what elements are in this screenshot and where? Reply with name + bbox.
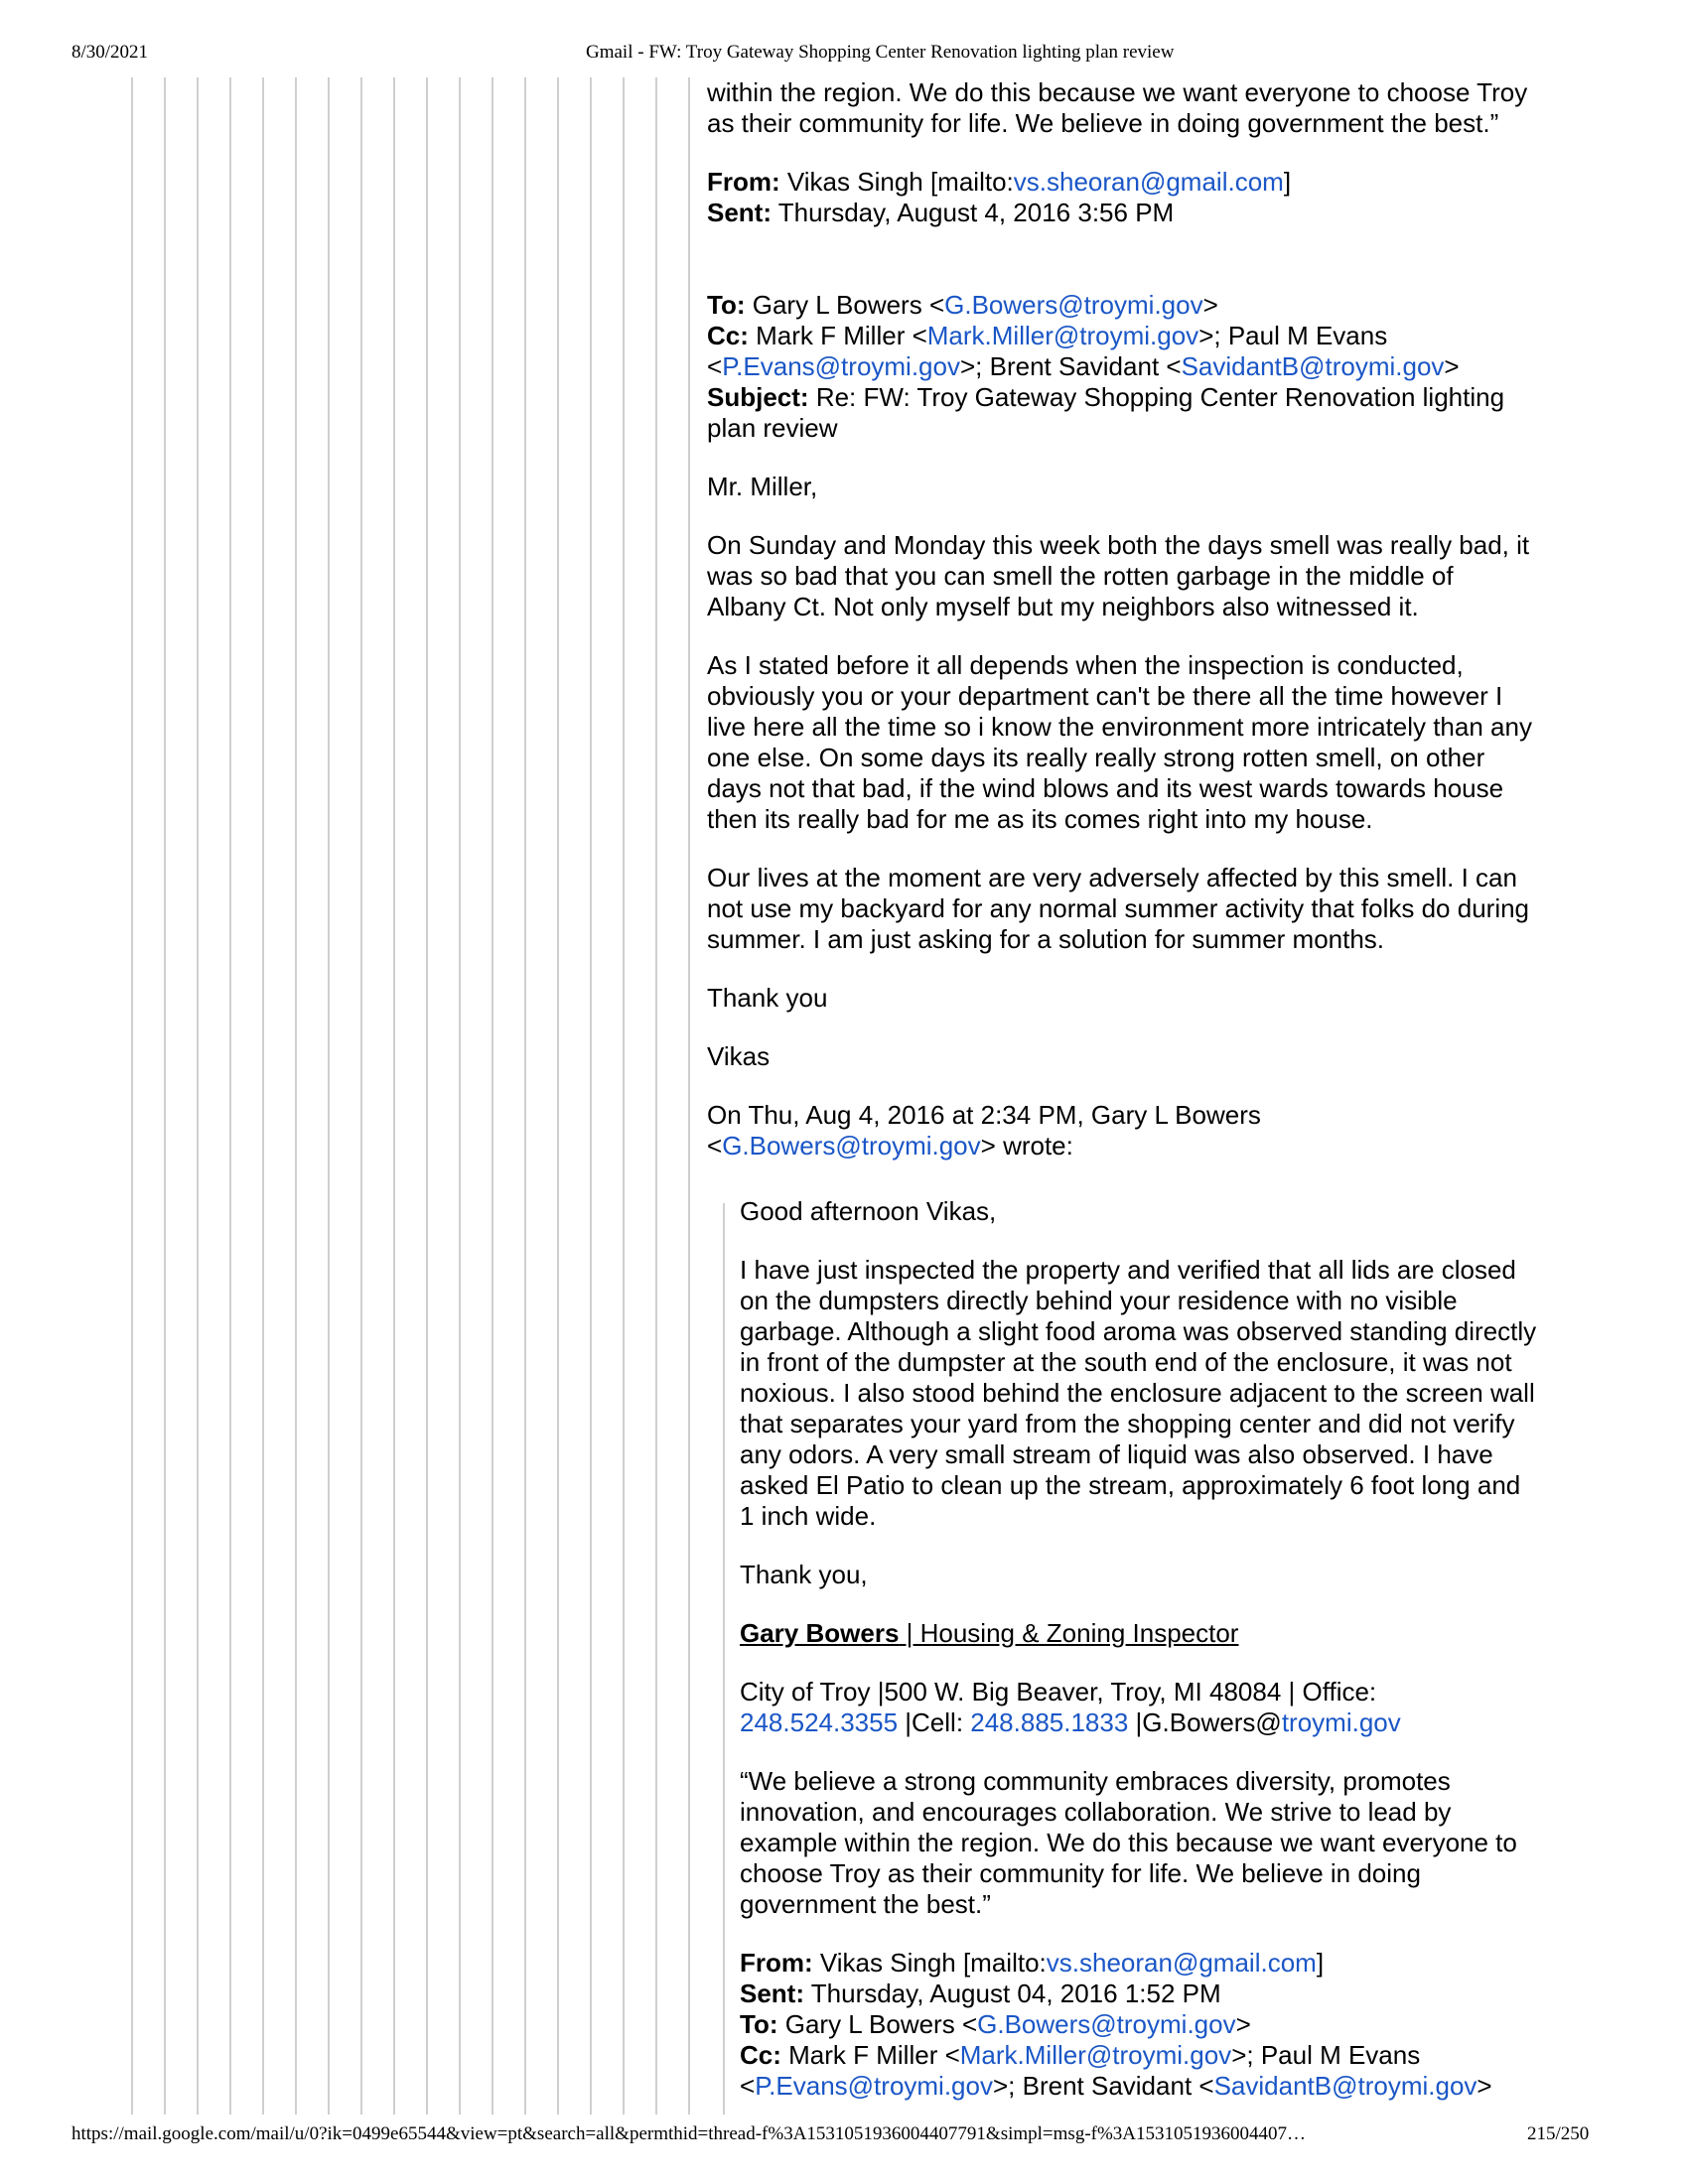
quote-rule-inner: [723, 1203, 725, 2115]
signature-line: [740, 1618, 1589, 1649]
header-cc: Cc: Mark F Miller <Mark.Miller@troymi.gov>; Paul M Evans <P.Evans@troymi.gov>; Brent Savidant <SavidantB@troymi.gov>: [707, 321, 1460, 381]
quote-rule: [328, 77, 330, 2115]
print-date: 8/30/2021: [71, 42, 149, 63]
quote-rule: [229, 77, 231, 2115]
closing-thanks: Thank you,: [740, 1560, 868, 1589]
quote-rule: [459, 77, 461, 2115]
greeting: Good afternoon Vikas,: [740, 1196, 997, 1226]
quote-rule: [393, 77, 395, 2115]
quote-rule: [295, 77, 297, 2115]
quote-rule: [131, 77, 133, 2115]
quote-rule: [524, 77, 526, 2115]
signature-name: Gary Bowers: [740, 1618, 900, 1648]
body-paragraph: As I stated before it all depends when the inspection is conducted, obviously you or your department can't be there all the time however I live here all the time so i know the environment more intricately than any one else. On some days its really really strong rotten smell, on other days not that bad, if the wind blows and its west wards towards house then its really bad for me as its comes right into my house.: [707, 650, 1532, 834]
header-from: From: Vikas Singh [mailto:vs.sheoran@gmail.com]: [707, 167, 1292, 197]
email-link[interactable]: vs.sheoran@gmail.com: [1013, 167, 1284, 197]
closing-thanks: Thank you: [707, 983, 828, 1013]
signature-contact: City of Troy |500 W. Big Beaver, Troy, MI 48084 | Office: 248.524.3355 |Cell: 248.885.1833 |G.Bowers@troymi.gov: [740, 1677, 1401, 1737]
header-subject: Subject: Re: FW: Troy Gateway Shopping Center Renovation lighting plan review: [707, 382, 1505, 443]
closing-signoff: Vikas: [707, 1041, 771, 1071]
cell-phone-link[interactable]: 248.885.1833: [970, 1707, 1129, 1737]
print-title: Gmail - FW: Troy Gateway Shopping Center Renovation lighting plan review: [586, 42, 1175, 63]
email-link[interactable]: vs.sheoran@gmail.com: [1046, 1948, 1317, 1978]
quote-rule: [492, 77, 493, 2115]
signature-role: | Housing & Zoning Inspector: [899, 1618, 1239, 1648]
header-sent: Sent: Thursday, August 04, 2016 1:52 PM: [740, 1979, 1221, 2008]
quote-rule: [360, 77, 362, 2115]
email-link[interactable]: P.Evans@troymi.gov: [755, 2071, 993, 2101]
quoted-message: [740, 1196, 1589, 2102]
email-link[interactable]: P.Evans@troymi.gov: [722, 351, 960, 381]
quote-rule: [590, 77, 592, 2115]
quote-rule: [197, 77, 199, 2115]
domain-link[interactable]: troymi.gov: [1281, 1707, 1401, 1737]
outer-message: [707, 77, 1581, 1189]
header-cc: Cc: Mark F Miller <Mark.Miller@troymi.gov>; Paul M Evans <P.Evans@troymi.gov>; Brent Savidant <SavidantB@troymi.gov>: [740, 2040, 1492, 2101]
email-link[interactable]: SavidantB@troymi.gov: [1181, 351, 1445, 381]
email-link[interactable]: G.Bowers@troymi.gov: [977, 2009, 1236, 2039]
quote-rule: [557, 77, 559, 2115]
email-link[interactable]: Mark.Miller@troymi.gov: [926, 321, 1199, 350]
body-paragraph: I have just inspected the property and verified that all lids are closed on the dumpsters directly behind your residence with no visible garbage. Although a slight food aroma was observed standing directly in front of the dumpster at the south end of the enclosure, it was not noxious. I also stood behind the enclosure adjacent to the screen wall that separates your yard from the shopping center and did not verify any odors. A very small stream of liquid was also observed. I have asked El Patio to clean up the stream, approximately 6 foot long and 1 inch wide.: [740, 1255, 1537, 1531]
header-to: To: Gary L Bowers <G.Bowers@troymi.gov>: [707, 290, 1218, 320]
quote-rule: [623, 77, 625, 2115]
email-link[interactable]: Mark.Miller@troymi.gov: [959, 2040, 1232, 2070]
email-link[interactable]: G.Bowers@troymi.gov: [722, 1131, 981, 1160]
email-link[interactable]: SavidantB@troymi.gov: [1213, 2071, 1477, 2101]
intro-line: as their community for life. We believe in doing government the best.”: [707, 108, 1499, 138]
quote-rule: [164, 77, 166, 2115]
office-phone-link[interactable]: 248.524.3355: [740, 1707, 899, 1737]
quote-attribution: On Thu, Aug 4, 2016 at 2:34 PM, Gary L Bowers <G.Bowers@troymi.gov> wrote:: [707, 1100, 1261, 1160]
email-link[interactable]: G.Bowers@troymi.gov: [944, 290, 1203, 320]
body-paragraph: Our lives at the moment are very adversely affected by this smell. I can not use my backyard for any normal summer activity that folks do during summer. I am just asking for a solution for summer months.: [707, 863, 1530, 954]
quote-rule: [688, 77, 690, 2115]
salutation: Mr. Miller,: [707, 472, 818, 501]
header-from: From: Vikas Singh [mailto:vs.sheoran@gmail.com]: [740, 1948, 1325, 1978]
intro-line: within the region. We do this because we want everyone to choose Troy: [707, 77, 1528, 107]
quote-rule: [655, 77, 657, 2115]
quote-rule: [262, 77, 264, 2115]
header-sent: Sent: Thursday, August 4, 2016 3:56 PM: [707, 198, 1175, 227]
body-paragraph: On Sunday and Monday this week both the days smell was really bad, it was so bad that you can smell the rotten garbage in the middle of Albany Ct. Not only myself but my neighbors also witnessed it.: [707, 530, 1530, 621]
quote-rule: [426, 77, 428, 2115]
header-to: To: Gary L Bowers <G.Bowers@troymi.gov>: [740, 2009, 1251, 2039]
signature-quote: “We believe a strong community embraces diversity, promotes innovation, and encourages collaboration. We strive to lead by example within the region. We do this because we want everyone to choose Troy as their community for life. We believe in doing government the best.”: [740, 1766, 1517, 1919]
page-number: 215/250: [1527, 2123, 1590, 2144]
print-url: https://mail.google.com/mail/u/0?ik=0499e65544&view=pt&search=all&permthid=thread-f%3A1531051936004407791&simpl=msg-f%3A1531051936004407…: [71, 2123, 1307, 2144]
